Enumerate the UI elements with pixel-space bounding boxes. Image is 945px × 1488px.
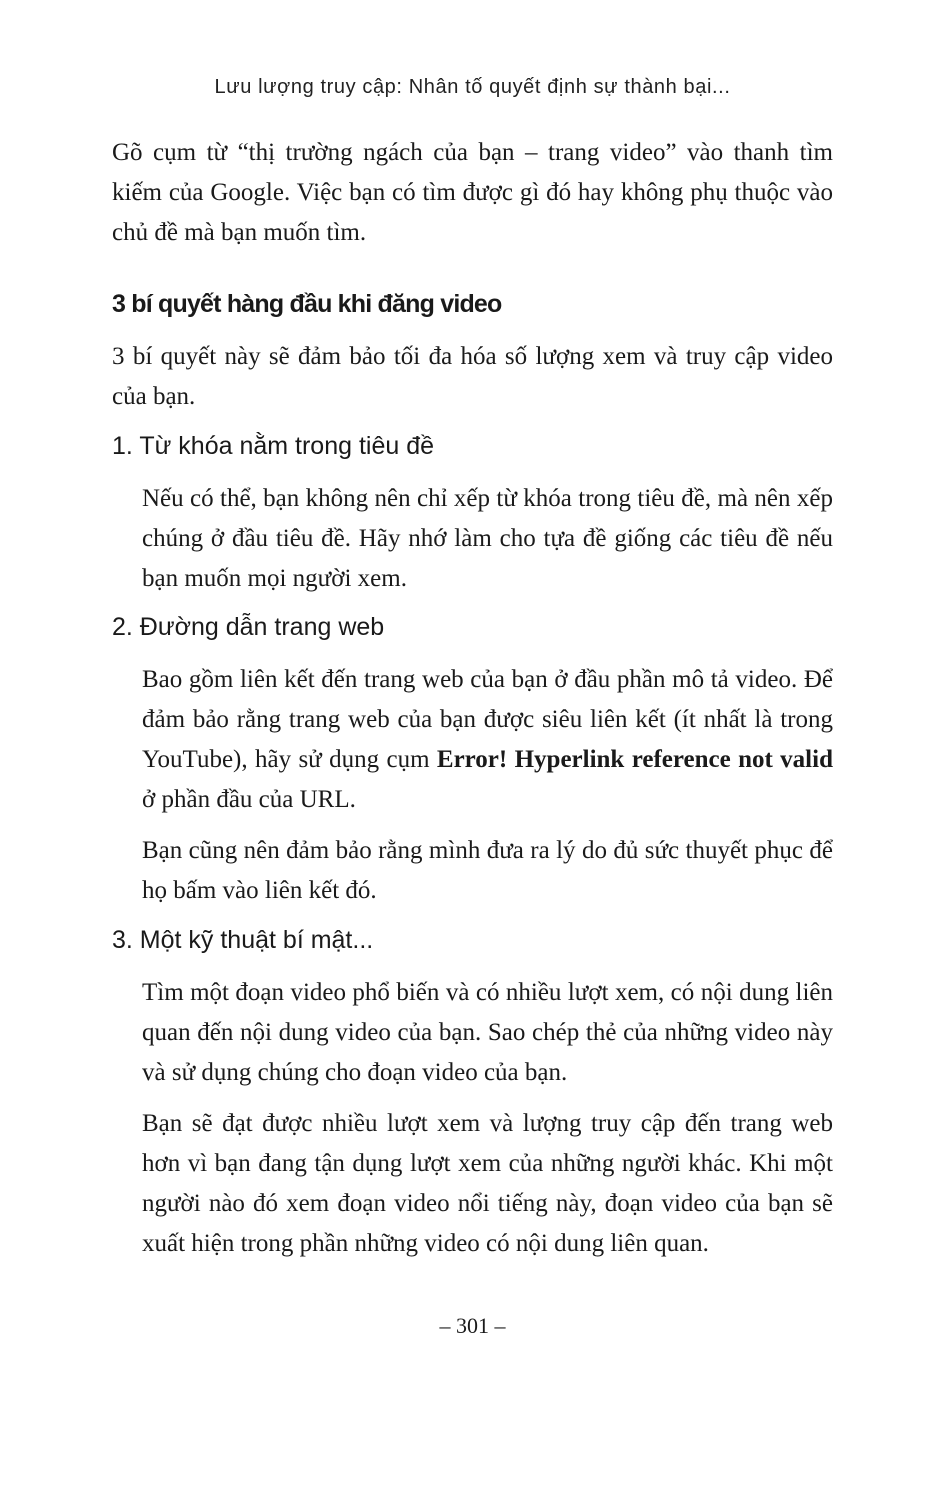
item-2-paragraph-1-end: ở phần đầu của URL. [142, 786, 356, 813]
hyperlink-error-text: Error! Hyperlink reference not valid [436, 746, 833, 773]
item-1-title: 1. Từ khóa nằm trong tiêu đề [112, 432, 435, 460]
item-3-paragraph-2: Bạn sẽ đạt được nhiều lượt xem và lượng truy cập đến trang web hơn vì bạn đang tận dụng lượt xem của những người khác. Khi một người nào đó xem đoạn video nổi tiếng này, đoạn video của bạn sẽ xuất hiện trong phần những video có nội dung liên quan. [142, 1110, 833, 1257]
section-lead-paragraph: 3 bí quyết này sẽ đảm bảo tối đa hóa số lượng xem và truy cập video của bạn. [112, 343, 833, 410]
item-3-title: 3. Một kỹ thuật bí mật... [112, 926, 374, 954]
page-number: – 301 – [439, 1313, 506, 1338]
item-1-paragraph: Nếu có thể, bạn không nên chỉ xếp từ khóa trong tiêu đề, mà nên xếp chúng ở đầu tiêu đề. Hãy nhớ làm cho tựa đề giống các tiêu đề nếu bạn muốn mọi người xem. [142, 485, 833, 592]
item-3-paragraph-1: Tìm một đoạn video phổ biến và có nhiều lượt xem, có nội dung liên quan đến nội dung video của bạn. Sao chép thẻ của những video này và sử dụng chúng cho đoạn video của bạn. [142, 979, 833, 1086]
running-header: Lưu lượng truy cập: Nhân tố quyết định sự thành bại... [214, 76, 731, 98]
intro-paragraph: Gõ cụm từ “thị trường ngách của bạn – trang video” vào thanh tìm kiếm của Google. Việc bạn có tìm được gì đó hay không phụ thuộc vào chủ đề mà bạn muốn tìm. [112, 139, 833, 246]
item-2-title: 2. Đường dẫn trang web [112, 613, 385, 641]
item-2-paragraph-1-start: Bao gồm liên kết đến trang web của bạn ở đầu phần mô tả video. Để đảm bảo rằng trang web của bạn được siêu liên kết (ít nhất là trong YouTube), hãy sử dụng cụm [142, 666, 833, 773]
section-heading: 3 bí quyết hàng đầu khi đăng video [112, 290, 502, 318]
item-2-paragraph-1 [142, 660, 833, 820]
item-2-paragraph-2: Bạn cũng nên đảm bảo rằng mình đưa ra lý do đủ sức thuyết phục để họ bấm vào liên kết đó. [142, 837, 833, 904]
